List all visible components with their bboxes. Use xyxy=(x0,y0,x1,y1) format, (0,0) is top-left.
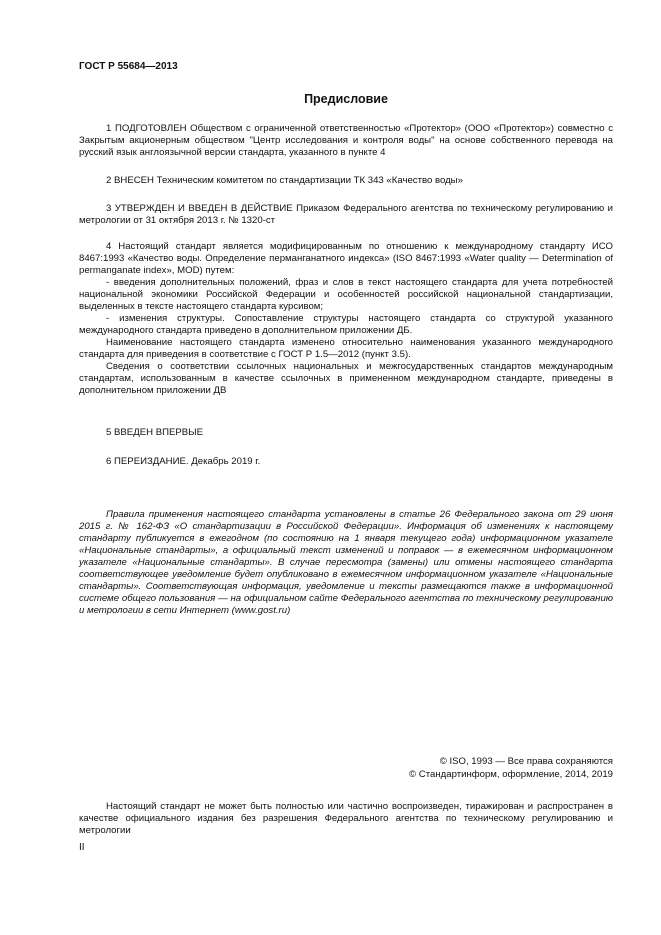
item-2 xyxy=(79,175,613,187)
item-4 xyxy=(79,241,613,397)
copyright-iso: © ISO, 1993 — Все права сохраняются xyxy=(439,756,613,767)
item-5 xyxy=(79,427,613,439)
document-code: ГОСТ Р 55684—2013 xyxy=(79,61,178,72)
item-2-text: 2 ВНЕСЕН Техническим комитетом по стандартизации ТК 343 «Качество воды» xyxy=(106,175,463,186)
item-3 xyxy=(79,203,613,227)
rules-note xyxy=(79,509,613,617)
item-3-text: 3 УТВЕРЖДЕН И ВВЕДЕН В ДЕЙСТВИЕ Приказом Федерального агентства по техническому регулированию и метрологии от 31 октября 2013 г. № 1320-ст xyxy=(79,203,613,226)
item-4-intro: 4 Настоящий стандарт является модифицированным по отношению к международному стандарту ИСО 8467:1993 «Качество воды. Определение перманганатного индекса» (ISO 8467:1993 «Water quality — Determination of permanganate index», MOD) путем: xyxy=(79,241,613,276)
copyright-block xyxy=(409,755,613,781)
item-1-text: 1 ПОДГОТОВЛЕН Обществом с ограниченной ответственностью «Протектор» (ООО «Протектор») совместно с Закрытым акционерным обществом "Центр исследования и контроля воды" на основе собственного перевода на русский язык англоязычной версии стандарта, указанного в пункте 4 xyxy=(79,123,613,158)
item-4-name-change: Наименование настоящего стандарта изменено относительно наименования указанного международного стандарта для приведения в соответствие с ГОСТ Р 1.5—2012 (пункт 3.5). xyxy=(79,337,613,360)
copyright-standartinform: © Стандартинформ, оформление, 2014, 2019 xyxy=(409,769,613,780)
rules-note-text: Правила применения настоящего стандарта установлены в статье 26 Федерального закона от 29 июня 2015 г. № 162-ФЗ «О стандартизации в Российской Федерации». Информация об изменениях к настоящему стандарту публикуется в ежегодном (по состоянию на 1 января текущего года) информационном указателе «Национальные стандарты», а официальный текст изменений и поправок — в ежемесячном информационном указателе «Национальные стандарты». В случае пересмотра (замены) или отмены настоящего стандарта соответствующее уведомление будет опубликовано в ежемесячном информационном указателе «Национальные стандарты». Соответствующая информация, уведомление и тексты размещаются также в информационной системе общего пользования — на официальном сайте Федерального агентства по техническому регулированию и метрологии в сети Интернет (www.gost.ru) xyxy=(79,509,613,616)
item-4-bullet-structure: - изменения структуры. Сопоставление структуры настоящего стандарта со структурой указанного международного стандарта приведено в дополнительном приложении ДБ. xyxy=(79,313,613,336)
item-6 xyxy=(79,456,613,468)
item-4-bullet-additions: - введения дополнительных положений, фраз и слов в текст настоящего стандарта для учета потребностей национальной экономики Российской Федерации и особенностей российской национальной стандартизации, выделенных в тексте настоящего стандарта курсивом; xyxy=(79,277,613,312)
page-title: Предисловие xyxy=(304,92,388,106)
page-number: II xyxy=(79,842,85,853)
item-6-text: 6 ПЕРЕИЗДАНИЕ. Декабрь 2019 г. xyxy=(106,456,261,467)
reproduction-notice-text: Настоящий стандарт не может быть полностью или частично воспроизведен, тиражирован и распространен в качестве официального издания без разрешения Федерального агентства по техническому регулированию и метрологии xyxy=(79,801,613,836)
item-4-references: Сведения о соответствии ссылочных национальных и межгосударственных стандартов международным стандартам, использованным в качестве ссылочных в примененном международном стандарте, приведены в дополнительном приложении ДВ xyxy=(79,361,613,396)
reproduction-notice xyxy=(79,801,613,837)
item-1 xyxy=(79,123,613,159)
item-5-text: 5 ВВЕДЕН ВПЕРВЫЕ xyxy=(106,427,204,438)
